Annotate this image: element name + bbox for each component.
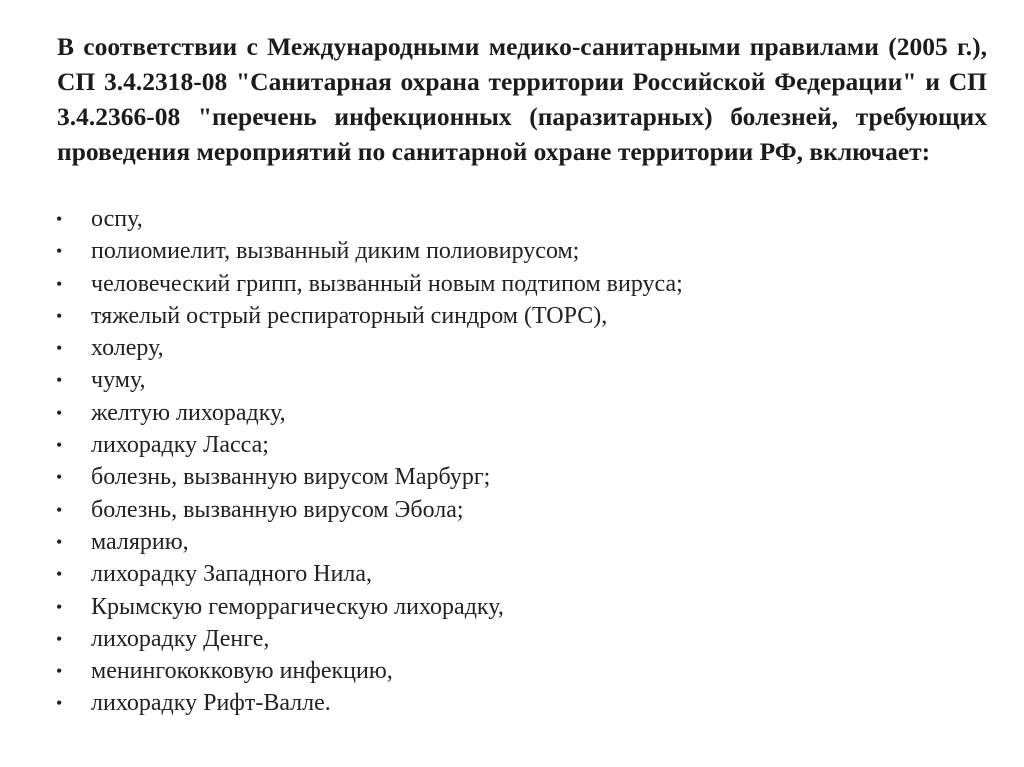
list-item-text: болезнь, вызванную вирусом Эбола; (91, 496, 464, 523)
bullet-icon: • (56, 467, 63, 488)
list-item (0, 269, 1024, 301)
list-item (0, 204, 1024, 236)
bullet-icon: • (56, 661, 63, 682)
list-item-text: тяжелый острый респираторный синдром (ТОРС), (91, 302, 608, 329)
list-item (0, 430, 1024, 462)
list-item (0, 301, 1024, 333)
list-item (0, 688, 1024, 720)
list-item (0, 365, 1024, 397)
list-item-text: лихорадку Ласса; (91, 432, 269, 459)
list-item (0, 398, 1024, 430)
bullet-icon: • (56, 273, 63, 294)
list-item-text: лихорадку Западного Нила, (91, 561, 373, 588)
intro-paragraph: В соответствии с Международными медико-санитарными правилами (2005 г.), СП 3.4.2318-08 "Санитарная охрана территории Российской Федерации" и СП 3.4.2366-08 "перечень инфекционных (паразитарных) болезней, требующих проведения мероприятий по санитарной охране территории РФ, включает: (57, 32, 987, 166)
list-item (0, 559, 1024, 591)
list-item-text: чуму, (91, 367, 146, 394)
bullet-icon: • (56, 402, 63, 423)
list-item-text: малярию, (91, 528, 189, 555)
list-item (0, 495, 1024, 527)
list-item-text: лихорадку Рифт-Валле. (91, 690, 331, 717)
list-item-text: полиомиелит, вызванный диким полиовирусом; (91, 238, 580, 265)
bullet-icon: • (56, 209, 63, 229)
list-item-text: менингококковую инфекцию, (91, 658, 393, 685)
list-item-text: Крымскую геморрагическую лихорадку, (91, 593, 504, 620)
bullet-icon: • (56, 370, 63, 391)
list-item (0, 656, 1024, 688)
list-item (0, 462, 1024, 494)
list-item (0, 333, 1024, 365)
bullet-icon: • (56, 499, 63, 520)
list-item-text: болезнь, вызванную вирусом Марбург; (91, 464, 491, 491)
list-item (0, 592, 1024, 624)
bullet-icon: • (56, 628, 63, 649)
bullet-icon: • (56, 435, 63, 456)
bullet-icon: • (56, 564, 63, 585)
list-item-text: оспу, (91, 206, 143, 232)
bullet-icon: • (56, 531, 63, 552)
list-item-text: холеру, (91, 335, 164, 362)
bullet-icon: • (56, 241, 63, 262)
list-item (0, 236, 1024, 268)
bullet-icon: • (56, 693, 63, 714)
list-item-text: лихорадку Денге, (91, 625, 270, 652)
list-item (0, 624, 1024, 656)
list-item-text: желтую лихорадку, (91, 399, 286, 426)
bullet-icon: • (56, 338, 63, 359)
list-item (0, 527, 1024, 559)
disease-list (0, 204, 1024, 721)
bullet-icon: • (56, 305, 63, 326)
bullet-icon: • (56, 596, 63, 617)
list-item-text: человеческий грипп, вызванный новым подтипом вируса; (91, 270, 683, 297)
